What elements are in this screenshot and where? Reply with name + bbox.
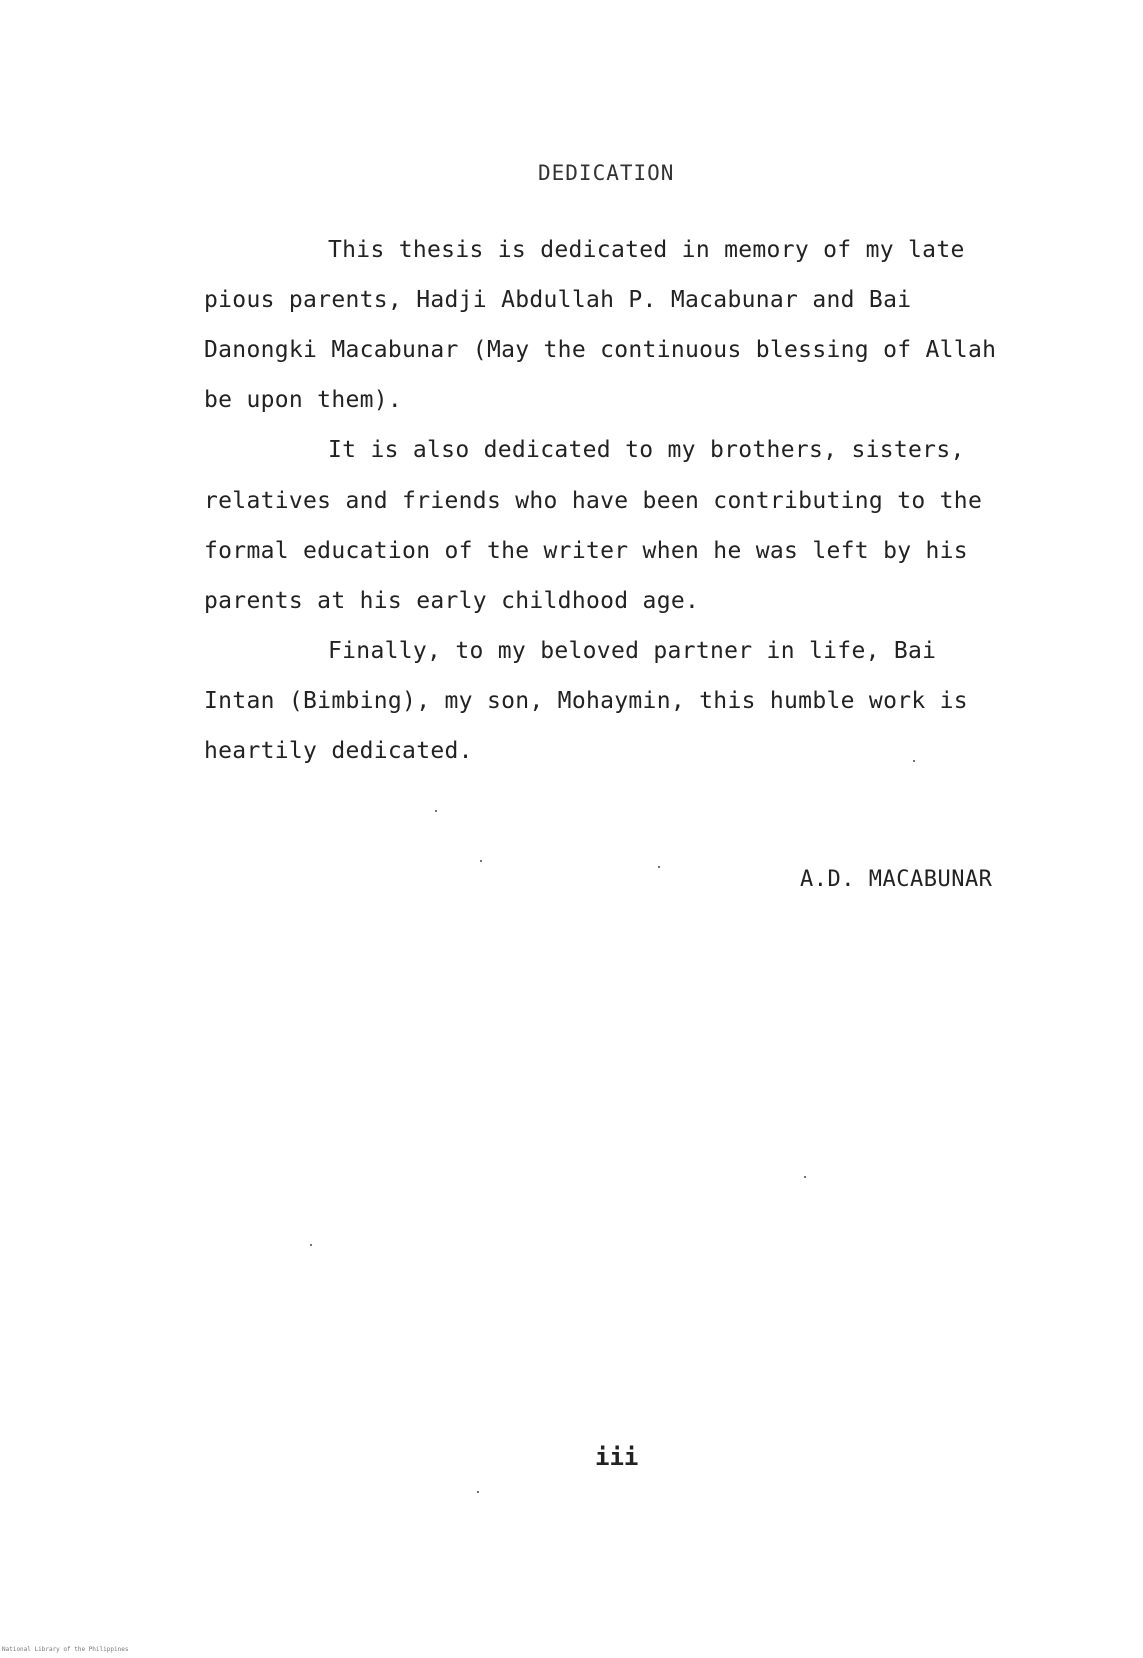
scan-speck (435, 810, 437, 812)
paragraph-1-line-4: be upon them). (204, 387, 403, 413)
scan-speck (310, 1244, 312, 1246)
footer-watermark: National Library of the Philippines (2, 1646, 129, 1653)
paragraph-2-line-2: relatives and friends who have been contributing to the (204, 488, 983, 514)
paragraph-1-line-1: This thesis is dedicated in memory of my late (328, 237, 965, 263)
paragraph-3-line-1: Finally, to my beloved partner in life, Bai (328, 638, 937, 664)
signature: A.D. MACABUNAR (800, 867, 993, 892)
page-title: DEDICATION (538, 161, 675, 185)
paragraph-1-line-3: Danongki Macabunar (May the continuous blessing of Allah (204, 337, 997, 363)
scan-speck (913, 760, 915, 762)
scan-speck (480, 860, 482, 862)
paragraph-2-line-1: It is also dedicated to my brothers, sisters, (328, 437, 965, 463)
paragraph-3-line-3: heartily dedicated. (204, 738, 473, 764)
paragraph-1-line-2: pious parents, Hadji Abdullah P. Macabunar and Bai (204, 287, 912, 313)
paragraph-3-line-2: Intan (Bimbing), my son, Mohaymin, this humble work is (204, 688, 968, 714)
paragraph-2-line-4: parents at his early childhood age. (204, 588, 700, 614)
scan-speck (804, 1176, 806, 1178)
page-number: iii (595, 1443, 639, 1471)
scan-speck (477, 1491, 479, 1493)
paragraph-2-line-3: formal education of the writer when he was left by his (204, 538, 968, 564)
scan-speck (658, 866, 660, 868)
